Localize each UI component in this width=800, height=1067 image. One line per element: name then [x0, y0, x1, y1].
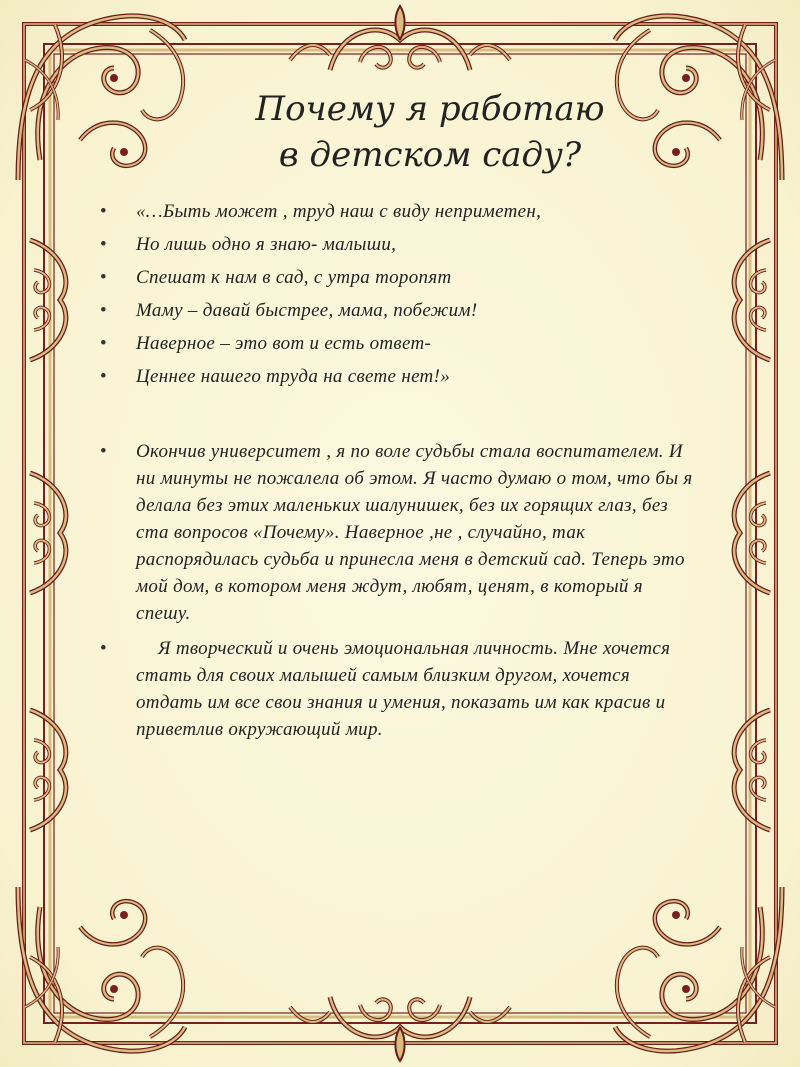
poem-line: • Ценнее нашего труда на свете нет!» [100, 364, 700, 389]
title-line-1: Почему я работаю [255, 89, 605, 129]
poem-line: • Но лишь одно я знаю- малыши, [100, 232, 700, 257]
poem-list [100, 199, 700, 397]
poem-line: • Наверное – это вот и есть ответ- [100, 331, 700, 356]
title-line-2: в детском саду? [278, 135, 582, 175]
paragraph-text: Окончив университет , я по воле судьбы стала воспитателем. И ни минуты не пожалела об этом. Я часто думаю о том, что бы я делала без этих маленьких шалунишек, без их горящих глаз, без ста вопросов «Почему». Наверное ,не , случайно, так распорядилась судьба и принесла меня в детский сад. Теперь это мой дом, в котором меня ждут, любят, ценят, в который я спешу. [136, 441, 693, 624]
paragraph-text: Я творческий и очень эмоциональная личность. Мне хочется стать для своих малышей самым близким другом, хочется отдать им все свои знания и умения, показать им как красив и приветлив окружающий мир. [136, 638, 671, 740]
paragraph-university [100, 438, 700, 627]
paragraph-creative [100, 635, 700, 743]
poem-line: • «…Быть может , труд наш с виду неприметен, [100, 199, 700, 224]
page-title [150, 86, 710, 178]
poem-line: • Спешат к нам в сад, с утра торопят [100, 265, 700, 290]
poem-line: • Маму – давай быстрее, мама, побежим! [100, 298, 700, 323]
prose-list [100, 438, 700, 743]
